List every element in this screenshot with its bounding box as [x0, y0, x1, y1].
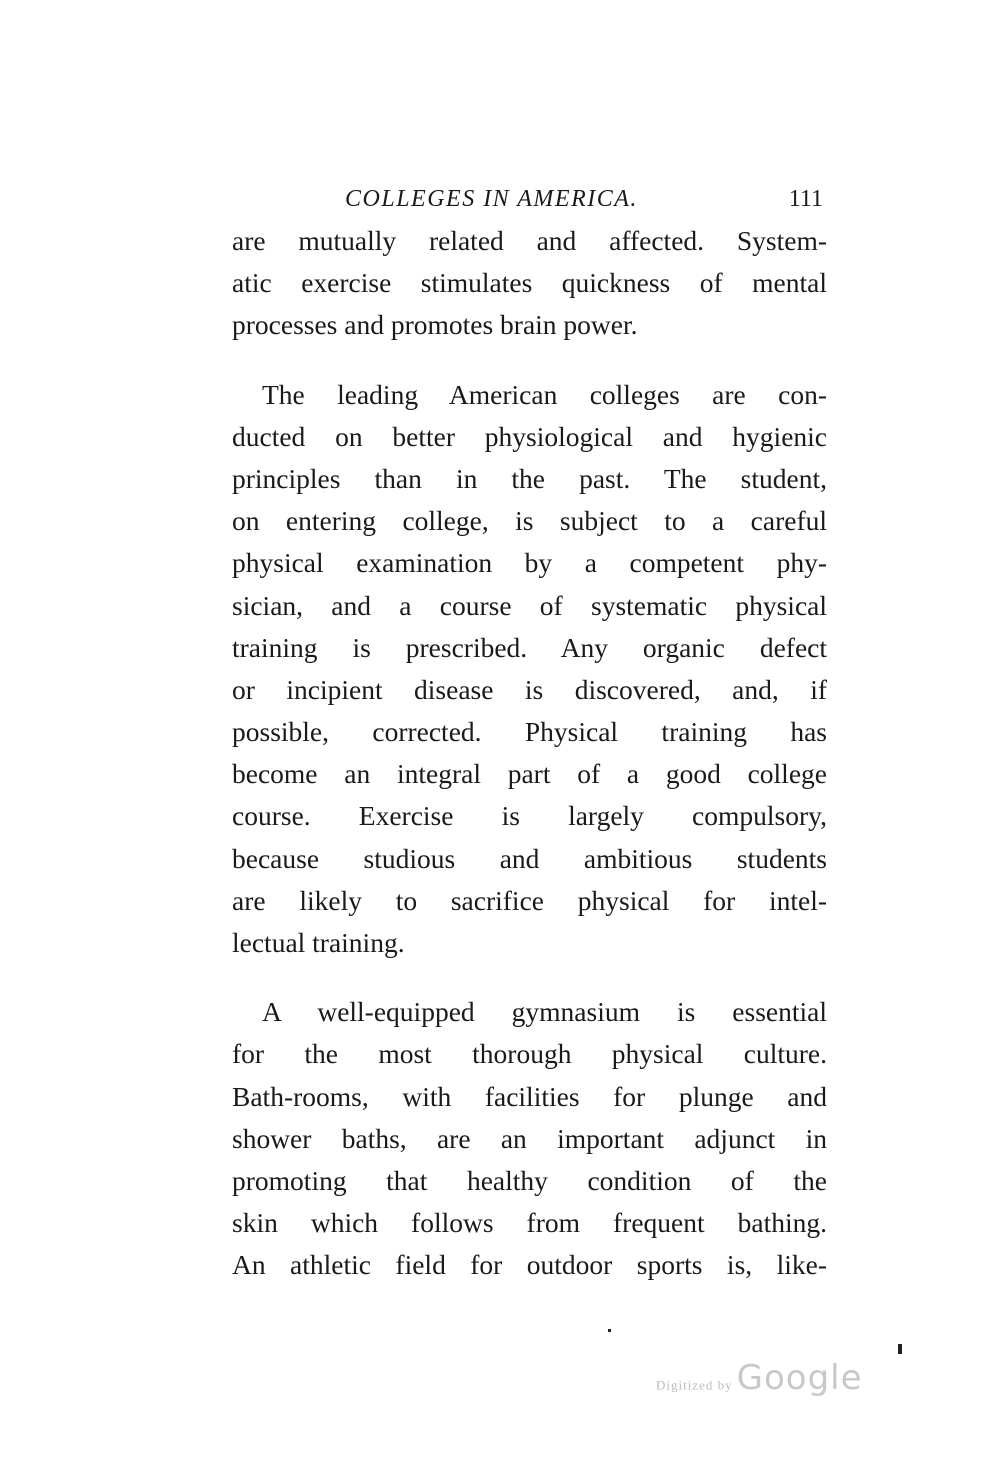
watermark-prefix: Digitized by: [656, 1377, 733, 1393]
text-line: shower baths, are an important adjunct in: [232, 1122, 827, 1154]
page-body: [232, 220, 827, 1287]
text-line: processes and promotes brain power.: [232, 309, 638, 341]
text-line: atic exercise stimulates quickness of mental: [232, 267, 827, 299]
scan-speck: [608, 1329, 611, 1332]
text-line: The leading American colleges are con-: [262, 378, 827, 410]
text-line: ducted on better physiological and hygienic: [232, 420, 827, 452]
text-line: An athletic field for outdoor sports is, like-: [232, 1249, 827, 1281]
text-line: because studious and ambitious students: [232, 842, 827, 874]
text-line: course. Exercise is largely compulsory,: [232, 800, 827, 832]
text-line: skin which follows from frequent bathing.: [232, 1207, 827, 1239]
text-line: on entering college, is subject to a careful: [232, 505, 827, 537]
text-line: for the most thorough physical culture.: [232, 1038, 827, 1070]
text-line: are mutually related and affected. System-: [232, 225, 827, 256]
text-line: physical examination by a competent phy-: [232, 547, 827, 579]
text-line: principles than in the past. The student,: [232, 462, 827, 494]
text-line: A well-equipped gymnasium is essential: [262, 996, 827, 1028]
text-line: become an integral part of a good college: [232, 758, 827, 790]
page-number: 111: [788, 186, 823, 212]
text-line: promoting that healthy condition of the: [232, 1164, 827, 1196]
text-line: or incipient disease is discovered, and, if: [232, 673, 827, 705]
paragraph-gap: [232, 347, 827, 374]
text-line: sician, and a course of systematic physical: [232, 589, 827, 621]
watermark-brand: Google: [736, 1358, 863, 1398]
running-title: COLLEGES IN AMERICA.: [345, 186, 638, 212]
text-line: Bath-rooms, with facilities for plunge and: [232, 1080, 827, 1112]
google-watermark: [656, 1358, 863, 1398]
text-line: possible, corrected. Physical training has: [232, 716, 827, 748]
paragraph-gap: [232, 964, 827, 991]
paragraph: [232, 991, 827, 1286]
scan-mark: [898, 1344, 902, 1354]
text-line: are likely to sacrifice physical for intel-: [232, 884, 827, 916]
paragraph: [232, 220, 827, 347]
text-line: lectual training.: [232, 927, 405, 958]
paragraph: [232, 374, 827, 965]
text-line: training is prescribed. Any organic defect: [232, 631, 827, 663]
